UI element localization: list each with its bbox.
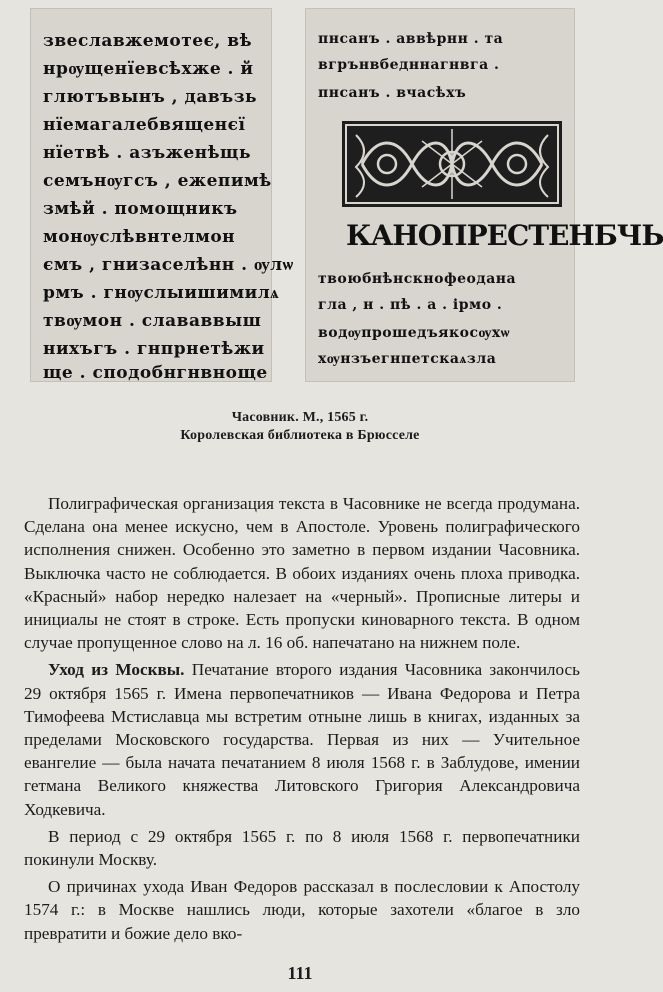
facsimile-line: хѹнзъегнпетскаѧзла xyxy=(318,351,497,367)
facsimile-line: твѹмон . слававвыш xyxy=(43,311,262,331)
facsimile-line: водѹпрошедъякосѹхѡ xyxy=(318,325,510,341)
paragraph: О причинах ухода Иван Федоров рассказал в послесловии к Апостолу 1574 г.: в Москве нашлись люди, которые захотели «благое в зло превратити и божие дело вко- xyxy=(24,877,580,943)
paragraph: В период с 29 октября 1565 г. по 8 июля 1568 г. первопечатники покинули Москву. xyxy=(24,826,580,870)
facsimile-line: змѣй . помощникъ xyxy=(43,199,238,219)
paragraph xyxy=(24,658,580,820)
facsimile-line: ще . сподобнгнвноще xyxy=(43,363,268,383)
facsimile-line: вгрънвбедннагнвга . xyxy=(318,57,500,73)
facsimile-line: семънѹгсъ , ежепимѣ xyxy=(43,171,272,191)
facsimile-right-page xyxy=(305,8,663,382)
facsimile-line: гла , н . пѣ . а . ірмо . xyxy=(318,297,503,313)
ornamental-headpiece xyxy=(342,121,562,207)
section-heading: Уход из Москвы. xyxy=(48,660,185,680)
facsimile-line: нїетвѣ . азъженѣщь xyxy=(43,143,251,163)
facsimile-title: КАНОПРЕСТЕНБЧЬ xyxy=(346,219,663,252)
body-text xyxy=(24,492,580,945)
facsimile-line: пнсанъ . вчасѣхъ xyxy=(318,85,467,101)
facsimile-line: монѹслѣвнтелмон xyxy=(43,227,236,247)
figure-caption-line-1: Часовник. М., 1565 г. xyxy=(231,410,369,425)
facsimile-line: рмъ . гнѹслыишимилѧ xyxy=(43,283,280,303)
facsimile-line: нихъгъ . гнпрнетѣжи xyxy=(43,339,265,359)
facsimile-left-page xyxy=(30,8,294,383)
paragraph-text: Печатание второго издания Часовника закончилось 29 октября 1565 г. Имена первопечатников — Ивана Федорова и Петра Тимофеева Мстиславца мы встретим отныне лишь в книгах, изданных за пределами Московского государства. Первая из них — Учительное евангелие — была начата печатанием 8 июля 1568 г. в Заблудове, имении гетмана Великого княжества Литовского Григория Александровича Ходкевича. xyxy=(24,660,581,819)
paragraph: Полиграфическая организация текста в Часовнике не всегда продумана. Сделана она менее искусно, чем в Апостоле. Уровень полиграфического исполнения снижен. Особенно это заметно в первом издании Часовника. Выключка часто не соблюдается. В обоих изданиях очень плоха приводка. «Красный» набор нередко налезает на «черный». Прописные литеры и инициалы не стоят в строке. Есть пропуски киноварного текста. В одном случае пропущенное слово на л. 16 об. напечатано на нижнем поле. xyxy=(24,494,580,653)
facsimile-line: пнсанъ . аввѣрнн . та xyxy=(318,31,504,47)
facsimile-line: твоюбнѣнскнофеодана xyxy=(318,271,517,287)
facsimile-line: звеславжемотеє, вѣ xyxy=(43,31,253,51)
facsimile-line: глютъвынъ , давъзь xyxy=(43,87,258,107)
page-number: 111 xyxy=(287,963,313,983)
facsimile-line: нрѹщенїевсѣхже . й xyxy=(43,59,254,79)
figure-caption-line-2: Королевская библиотека в Брюсселе xyxy=(180,428,420,443)
facsimile-line: нїемагалебвященєї xyxy=(43,115,246,135)
facsimile-line: ємъ , гнизаселѣнн . ѹлѡ xyxy=(43,255,294,275)
